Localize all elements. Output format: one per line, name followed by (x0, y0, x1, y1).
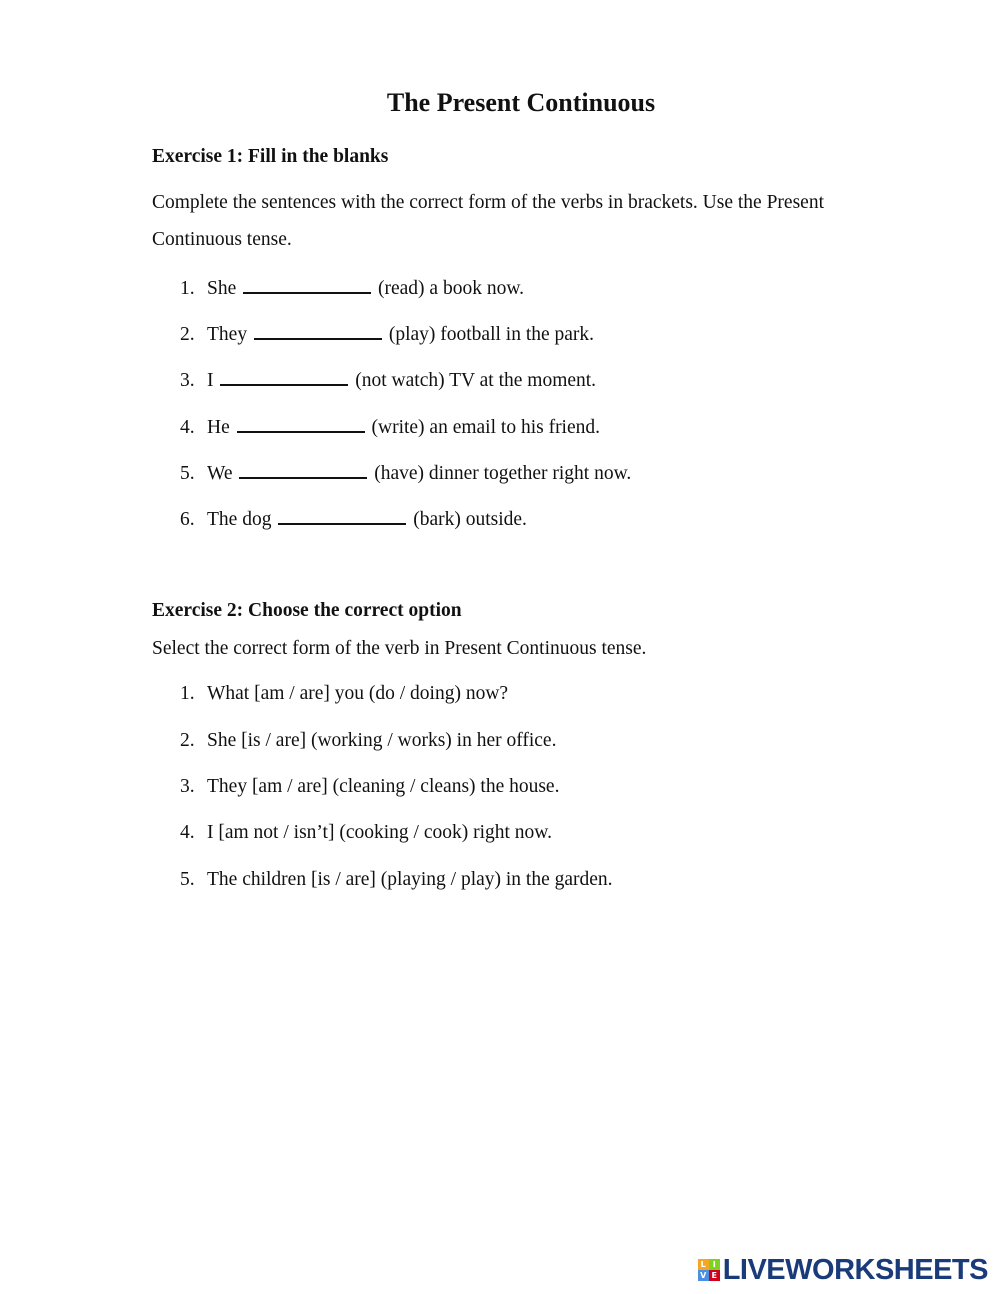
item-number: 4. (180, 417, 195, 438)
exercise-2-item-2 (180, 728, 556, 754)
item-subject: We (207, 463, 233, 484)
exercise-1-item-1 (180, 274, 524, 300)
item-rest: (bark) outside. (413, 509, 527, 530)
item-subject: The dog (207, 509, 272, 530)
exercise-1-item-4 (180, 413, 600, 439)
item-number: 2. (180, 730, 195, 751)
item-number: 3. (180, 370, 195, 391)
exercise-2-heading: Exercise 2: Choose the correct option (152, 600, 462, 621)
logo-letter: I (709, 1259, 720, 1270)
item-text: I [am not / isn’t] (cooking / cook) right now. (207, 822, 552, 843)
answer-blank[interactable] (220, 366, 348, 386)
item-text: What [am / are] you (do / doing) now? (207, 683, 509, 704)
item-rest: (have) dinner together right now. (374, 463, 632, 484)
exercise-2-item-1 (180, 681, 508, 707)
exercise-1-instructions: Complete the sentences with the correct form of the verbs in brackets. Use the Present Continuous tense. (152, 192, 824, 250)
item-number: 1. (180, 683, 195, 704)
exercise-2-item-5 (180, 867, 613, 893)
answer-blank[interactable] (243, 274, 371, 294)
item-number: 5. (180, 463, 195, 484)
item-rest: (not watch) TV at the moment. (355, 370, 597, 391)
item-number: 6. (180, 509, 195, 530)
exercise-1-item-3 (180, 366, 596, 392)
liveworksheets-brand (698, 1255, 988, 1285)
logo-letter: L (698, 1259, 709, 1270)
answer-blank[interactable] (237, 413, 365, 433)
item-number: 1. (180, 278, 195, 299)
item-rest: (play) football in the park. (388, 324, 595, 345)
page-title: The Present Continuous (386, 88, 656, 117)
answer-blank[interactable] (278, 505, 406, 525)
exercise-1-item-5 (180, 459, 631, 485)
item-number: 4. (180, 822, 195, 843)
item-text: She [is / are] (working / works) in her office. (207, 730, 557, 751)
item-subject: He (207, 417, 230, 438)
logo-letter: V (698, 1270, 709, 1281)
item-subject: They (207, 324, 248, 345)
exercise-2-item-3 (180, 774, 559, 800)
liveworksheets-logo-icon (698, 1259, 720, 1281)
item-number: 5. (180, 869, 195, 890)
answer-blank[interactable] (254, 320, 382, 340)
item-rest: (read) a book now. (378, 278, 525, 299)
item-rest: (write) an email to his friend. (371, 417, 601, 438)
exercise-1-item-6 (180, 505, 527, 531)
exercise-1-item-2 (180, 320, 594, 346)
exercise-2-instructions: Select the correct form of the verb in Present Continuous tense. (152, 638, 647, 659)
item-number: 3. (180, 776, 195, 797)
exercise-1-heading: Exercise 1: Fill in the blanks (152, 146, 389, 167)
item-number: 2. (180, 324, 195, 345)
exercise-2-item-4 (180, 820, 552, 846)
item-subject: She (207, 278, 237, 299)
item-text: They [am / are] (cleaning / cleans) the house. (207, 776, 560, 797)
item-text: The children [is / are] (playing / play) in the garden. (207, 869, 613, 890)
item-subject: I (207, 370, 214, 391)
logo-letter: E (709, 1270, 720, 1281)
answer-blank[interactable] (239, 459, 367, 479)
brand-name: LIVEWORKSHEETS (722, 1253, 988, 1286)
